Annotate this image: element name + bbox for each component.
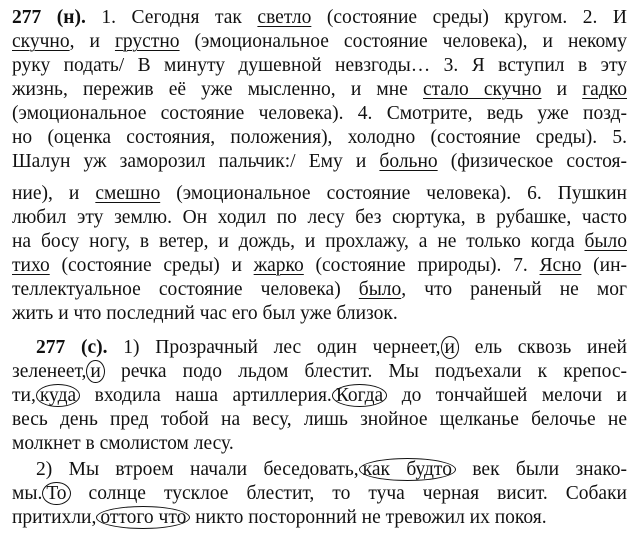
text-segment: притихли, [12, 507, 97, 528]
circled-conjunction: и [86, 360, 104, 383]
underlined-word: жарко [253, 255, 304, 276]
underlined-word: больно [379, 151, 438, 172]
text-line [12, 54, 627, 78]
text-line [12, 506, 627, 530]
text-segment: Шалун уж заморозил пальчик:/ Ему и [12, 151, 380, 172]
text-segment: , что раненый не мог [401, 279, 628, 300]
text-segment: входила наша артиллерия. [80, 385, 332, 406]
text-segment: (состояние среды) и [49, 255, 254, 276]
underlined-word: было [358, 279, 402, 300]
text-line [36, 458, 627, 482]
exercise-number: 277 (с). [36, 337, 108, 358]
circled-conjunction: и [441, 336, 459, 359]
circled-conjunction: как будто [359, 458, 456, 481]
underlined-word: скучно [12, 31, 70, 52]
text-segment: (физическое состоя- [437, 151, 627, 172]
text-segment: жить и что последний час его был уже близок. [12, 303, 398, 324]
text-segment: солнце тусклое блестит, то туча черная висит. Собаки [70, 483, 627, 504]
text-segment: весь день пред тобой на весу, лишь знойное щелканье белочье не [12, 409, 627, 430]
circled-conjunction: То [42, 482, 70, 505]
text-segment: (эмоциональное состояние человека). 6. Пушкин [160, 183, 627, 204]
underlined-word: было [584, 231, 627, 252]
underlined-word: смешно [95, 183, 161, 204]
text-line [12, 150, 627, 174]
text-segment: речка подо льдом блестит. Мы подъехали к крепос- [104, 361, 627, 382]
underlined-word: грустно [114, 31, 180, 52]
text-segment: теллектуальное состояние человека) [12, 279, 359, 300]
circled-conjunction: Когда [332, 384, 387, 407]
text-line [12, 230, 627, 254]
text-segment: (ин- [581, 255, 627, 276]
text-line [12, 408, 627, 432]
text-segment: , и [69, 31, 115, 52]
text-segment: зеленеет, [12, 361, 87, 382]
text-segment: (эмоциональное состояние человека), и некому [179, 31, 627, 52]
text-line [36, 336, 627, 360]
text-line [12, 278, 627, 302]
underlined-word: светло [257, 7, 312, 28]
circled-conjunction: оттого что [96, 506, 190, 529]
text-segment: и [541, 79, 583, 100]
text-segment: но (оценка состояния, положения), холодно (состояние среды). 5. [12, 127, 627, 148]
text-segment: руку подать/ В минуту душевной невзгоды… 3. Я вступил в эту [12, 55, 627, 76]
underlined-word: тихо [12, 255, 50, 276]
text-segment: жизнь, пережив её уже мысленно, и мне [12, 79, 423, 100]
text-line [12, 206, 627, 230]
text-line [12, 30, 627, 54]
text-segment: ние), и [12, 183, 96, 204]
text-segment: (состояние среды) кругом. 2. И [311, 7, 627, 28]
text-segment: 1. Сегодня так [85, 7, 258, 28]
text-segment: молкнет в смолистом лесу. [12, 433, 234, 454]
text-line [12, 126, 627, 150]
text-segment: ти, [12, 385, 36, 406]
text-segment: мы. [12, 483, 43, 504]
text-line [12, 432, 627, 456]
exercise-number: 277 (н). [12, 7, 86, 28]
text-line [12, 254, 627, 278]
text-line [12, 360, 627, 384]
text-line [12, 78, 627, 102]
underlined-word: стало скучно [422, 79, 542, 100]
text-line [12, 384, 627, 408]
text-line [12, 6, 627, 30]
text-segment: до тончайшей мелочи и [387, 385, 627, 406]
text-segment: век были знако- [455, 459, 627, 480]
text-segment: любил эту землю. Он ходил по лесу без сюртука, в рубашке, часто [12, 207, 627, 228]
underlined-word: Ясно [539, 255, 582, 276]
circled-conjunction: куда [36, 384, 80, 407]
text-line [12, 482, 627, 506]
text-line [12, 182, 627, 206]
text-segment: ель сквозь иней [458, 337, 627, 358]
text-line [12, 302, 627, 326]
text-line [12, 102, 627, 126]
text-segment: никто посторонний не тревожил их покоя. [190, 507, 547, 528]
text-segment: (состояние природы). 7. [303, 255, 540, 276]
underlined-word: гадко [582, 79, 627, 100]
text-segment: (эмоциональное состояние человека). 4. Смотрите, ведь уже позд- [12, 103, 627, 124]
text-segment: на босу ногу, в ветер, и дождь, и прохлажу, а не только когда [12, 231, 585, 252]
text-segment: 1) Прозрачный лес один чернеет, [107, 337, 441, 358]
text-segment: 2) Мы втроем начали беседовать, [36, 459, 359, 480]
